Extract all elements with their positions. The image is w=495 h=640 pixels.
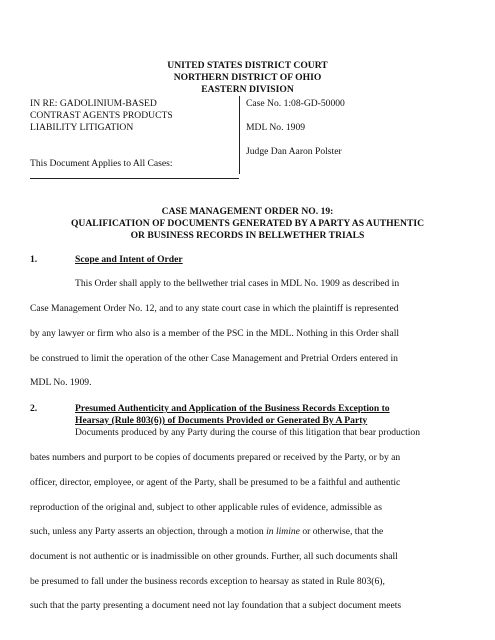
caption-horizontal-divider: [30, 178, 239, 179]
body-line: reproduction of the original and, subject to other applicable rules of evidence, admissible as: [30, 502, 382, 513]
mdl-number: MDL No. 1909: [246, 122, 306, 133]
body-text: or otherwise, that the: [299, 526, 384, 537]
order-title: [0, 206, 495, 242]
body-line: be presumed to fall under the business records exception to hearsay as stated in Rule 803(6),: [30, 576, 385, 587]
body-line: officer, director, employee, or agent of the Party, shall be presumed to be a faithful and authentic: [30, 477, 401, 488]
body-line: such that the party presenting a document need not lay foundation that a subject document meets: [30, 600, 402, 611]
body-line: document is not authentic or is inadmissible on other grounds. Further, all such documents shall: [30, 551, 398, 562]
section-number: 2.: [30, 403, 38, 414]
applies-to-line: This Document Applies to All Cases:: [30, 158, 173, 169]
section-title: Scope and Intent of Order: [75, 254, 183, 265]
body-line: Case Management Order No. 12, and to any state court case in which the plaintiff is represented: [30, 303, 399, 314]
italic-term: in limine: [266, 526, 300, 537]
body-line: bates numbers and purport to be copies of documents prepared or received by the Party, or by an: [30, 452, 401, 463]
body-line: This Order shall apply to the bellwether trial cases in MDL No. 1909 as described in: [75, 278, 400, 289]
order-title-line: QUALIFICATION OF DOCUMENTS GENERATED BY A PARTY AS AUTHENTIC: [70, 218, 425, 229]
body-line: be construed to limit the operation of the other Case Management and Pretrial Orders entered in: [30, 353, 398, 364]
case-caption-right: [246, 98, 466, 158]
court-district: NORTHERN DISTRICT OF OHIO: [173, 72, 322, 83]
caption-line: CONTRAST AGENTS PRODUCTS: [30, 110, 173, 121]
case-number: Case No. 1:08-GD-50000: [246, 98, 345, 109]
court-division: EASTERN DIVISION: [201, 84, 294, 95]
section-title: [75, 403, 470, 427]
case-caption-left: [30, 98, 235, 170]
order-title-line: OR BUSINESS RECORDS IN BELLWETHER TRIALS: [130, 230, 365, 241]
order-title-line: CASE MANAGEMENT ORDER NO. 19:: [161, 206, 334, 217]
caption-line: LIABILITY LITIGATION: [30, 122, 134, 133]
body-line: [30, 526, 470, 538]
court-header: [0, 60, 495, 96]
body-line: MDL No. 1909.: [30, 377, 92, 388]
court-name: UNITED STATES DISTRICT COURT: [167, 60, 328, 71]
caption-line: IN RE: GADOLINIUM-BASED: [30, 98, 157, 109]
body-line: Documents produced by any Party during the course of this litigation that bear production: [75, 427, 421, 438]
section-title-line: Hearsay (Rule 803(6)) of Documents Provided or Generated By A Party: [75, 415, 368, 426]
section-title-line: Presumed Authenticity and Application of the Business Records Exception to: [75, 403, 390, 414]
judge-name: Judge Dan Aaron Polster: [246, 146, 342, 157]
section-number: 1.: [30, 254, 38, 265]
section-1-heading: [30, 254, 183, 266]
body-text: such, unless any Party asserts an objection, through a motion: [30, 526, 267, 537]
body-line: by any lawyer or firm who also is a member of the PSC in the MDL. Nothing in this Order shall: [30, 328, 400, 339]
caption-vertical-divider: [239, 96, 240, 174]
